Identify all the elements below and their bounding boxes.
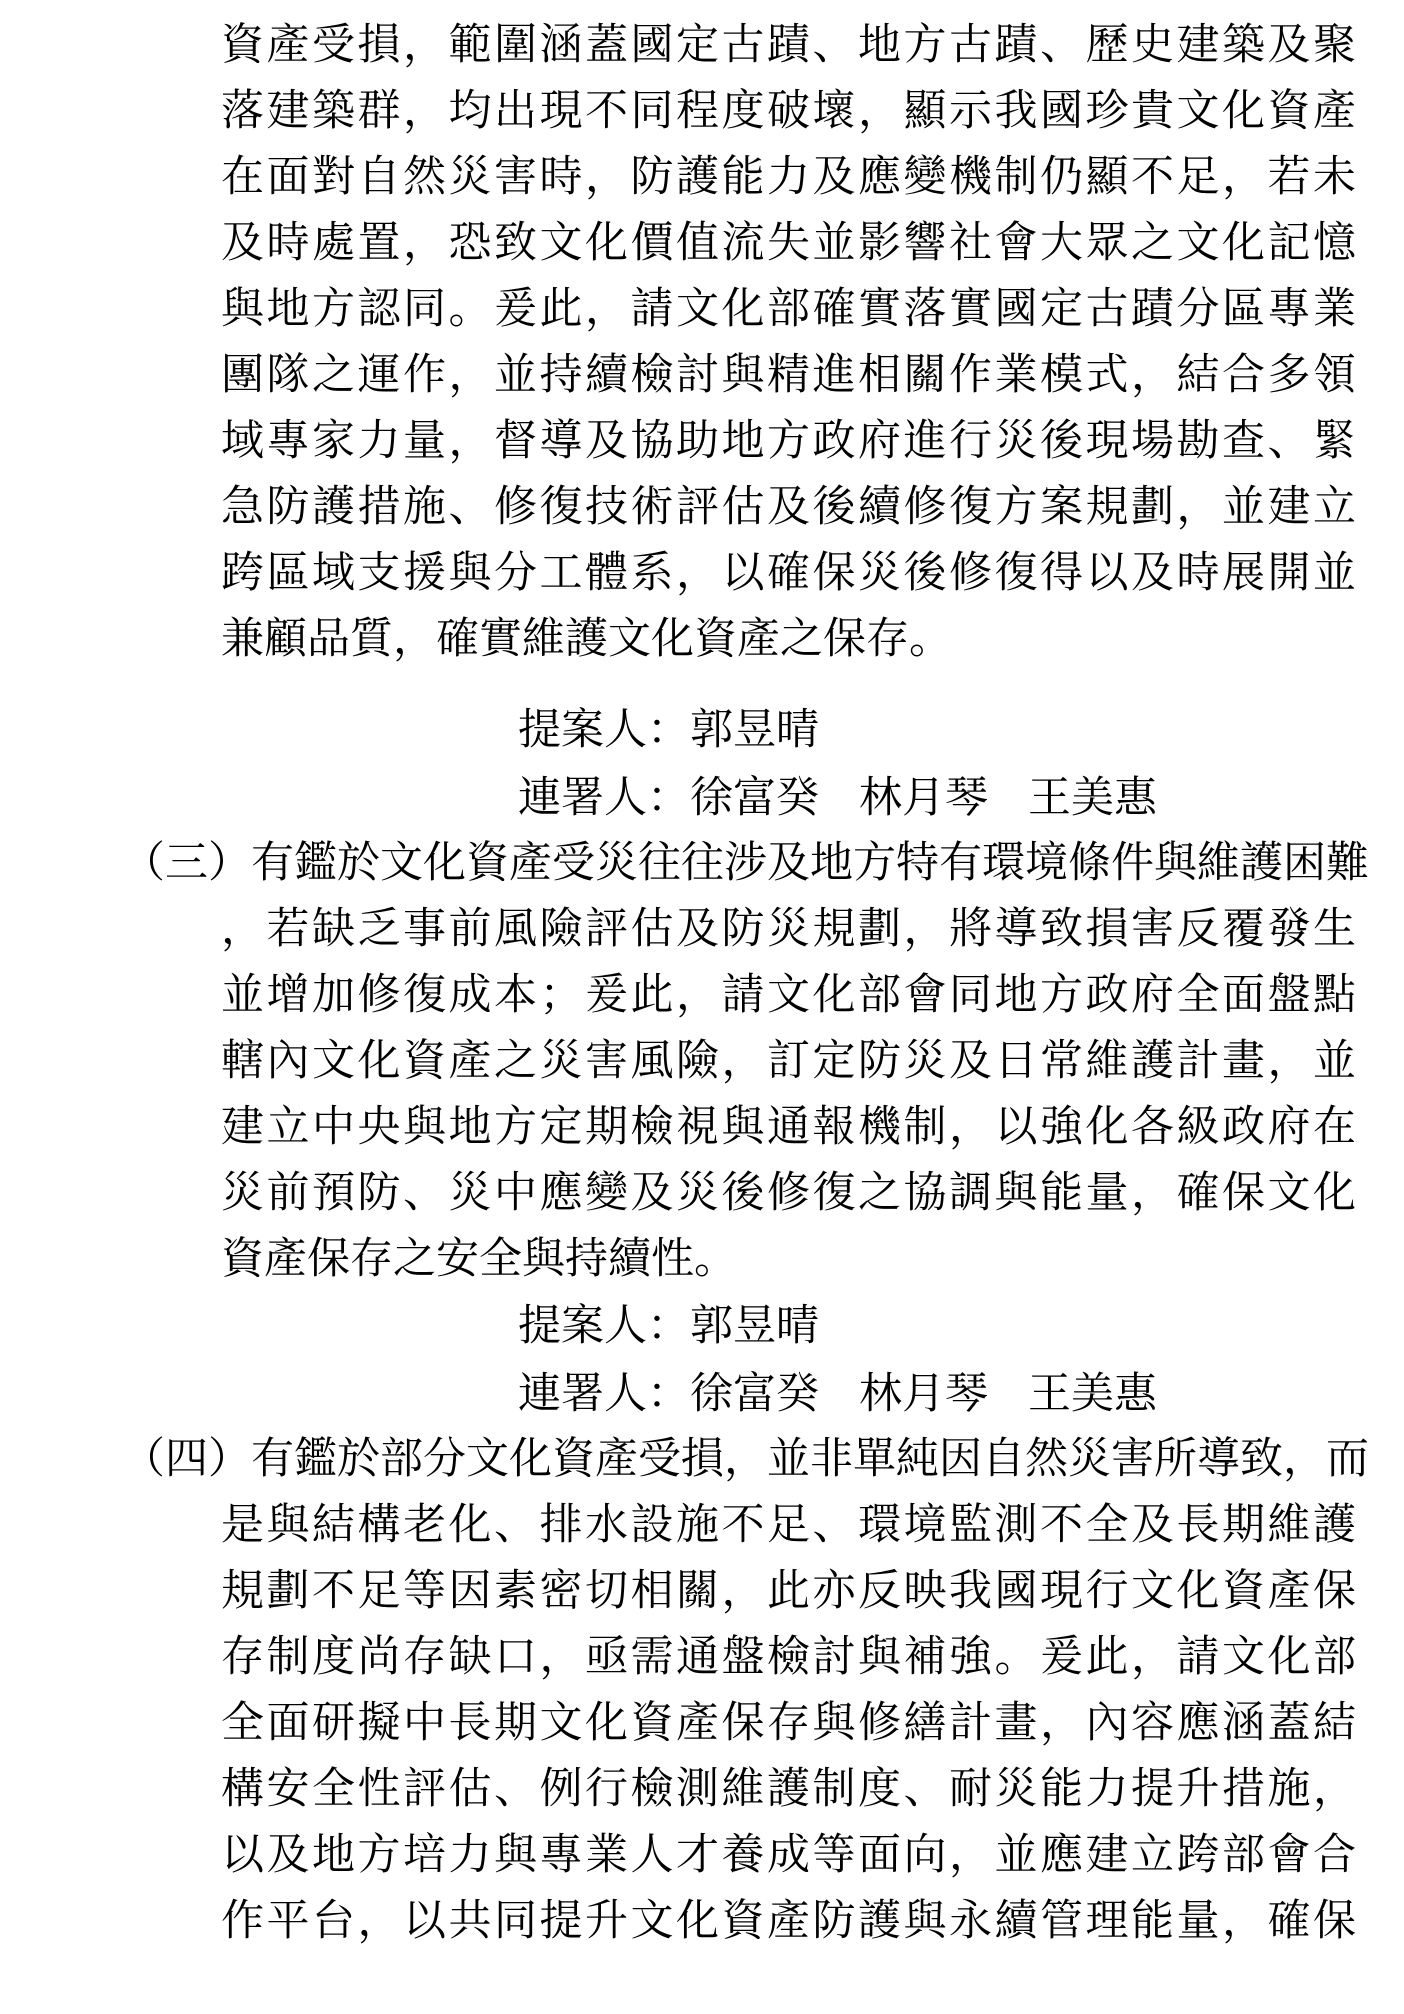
body-line: 跨區域支援與分工體系，以確保災後修復得以及時展開並	[221, 548, 1356, 598]
body-line: 兼顧品質，確實維護文化資產之保存。	[221, 614, 952, 664]
proposer-line: 提案人：郭昱晴	[518, 705, 819, 755]
proposer-line: 提案人：郭昱晴	[518, 1301, 819, 1351]
cosigner-name: 徐富癸	[690, 773, 819, 823]
body-line: 全面研擬中長期文化資產保存與修繕計畫，內容應涵蓋結	[221, 1698, 1356, 1748]
cosigner-name: 林月琴	[859, 773, 988, 823]
body-line: 建立中央與地方定期檢視與通報機制，以強化各級政府在	[221, 1102, 1356, 1152]
cosigner-label: 連署人：	[518, 773, 690, 823]
cosigner-name: 徐富癸	[690, 1369, 819, 1419]
body-line: 以及地方培力與專業人才養成等面向，並應建立跨部會合	[221, 1830, 1356, 1880]
body-line: 資產保存之安全與持續性。	[221, 1234, 737, 1284]
body-line: 作平台，以共同提升文化資產防護與永續管理能量，確保	[221, 1896, 1356, 1946]
cosigner-name: 王美惠	[1028, 773, 1157, 823]
cosigner-line	[518, 1361, 1157, 1427]
body-line: 與地方認同。爰此，請文化部確實落實國定古蹟分區專業	[221, 284, 1356, 334]
body-line: 及時處置，恐致文化價值流失並影響社會大眾之文化記憶	[221, 218, 1356, 268]
cosigner-line	[518, 765, 1157, 831]
body-line: 是與結構老化、排水設施不足、環境監測不全及長期維護	[221, 1500, 1356, 1550]
body-line: 並增加修復成本；爰此，請文化部會同地方政府全面盤點	[221, 970, 1356, 1020]
body-line: 域專家力量，督導及協助地方政府進行災後現場勘查、緊	[221, 416, 1356, 466]
body-line: 在面對自然災害時，防護能力及應變機制仍顯不足，若未	[221, 152, 1356, 202]
body-line: 落建築群，均出現不同程度破壞，顯示我國珍貴文化資產	[221, 86, 1356, 136]
body-line: 構安全性評估、例行檢測維護制度、耐災能力提升措施，	[221, 1764, 1356, 1814]
body-line: 資產受損，範圍涵蓋國定古蹟、地方古蹟、歷史建築及聚	[221, 20, 1356, 70]
item-heading-line: （三）有鑑於文化資產受災往往涉及地方特有環境條件與維護困難	[122, 838, 1369, 888]
cosigner-name: 林月琴	[859, 1369, 988, 1419]
body-line: 團隊之運作，並持續檢討與精進相關作業模式，結合多領	[221, 350, 1356, 400]
body-line: 轄內文化資產之災害風險，訂定防災及日常維護計畫，並	[221, 1036, 1356, 1086]
body-line: 存制度尚存缺口，亟需通盤檢討與補強。爰此，請文化部	[221, 1632, 1356, 1682]
cosigner-label: 連署人：	[518, 1369, 690, 1419]
body-line: 災前預防、災中應變及災後修復之協調與能量，確保文化	[221, 1168, 1356, 1218]
body-line: 急防護措施、修復技術評估及後續修復方案規劃，並建立	[221, 482, 1356, 532]
body-line: ，若缺乏事前風險評估及防災規劃，將導致損害反覆發生	[221, 904, 1356, 954]
cosigner-name: 王美惠	[1028, 1369, 1157, 1419]
item-heading-line: （四）有鑑於部分文化資產受損，並非單純因自然災害所導致，而	[122, 1434, 1369, 1484]
body-line: 規劃不足等因素密切相關，此亦反映我國現行文化資產保	[221, 1566, 1356, 1616]
